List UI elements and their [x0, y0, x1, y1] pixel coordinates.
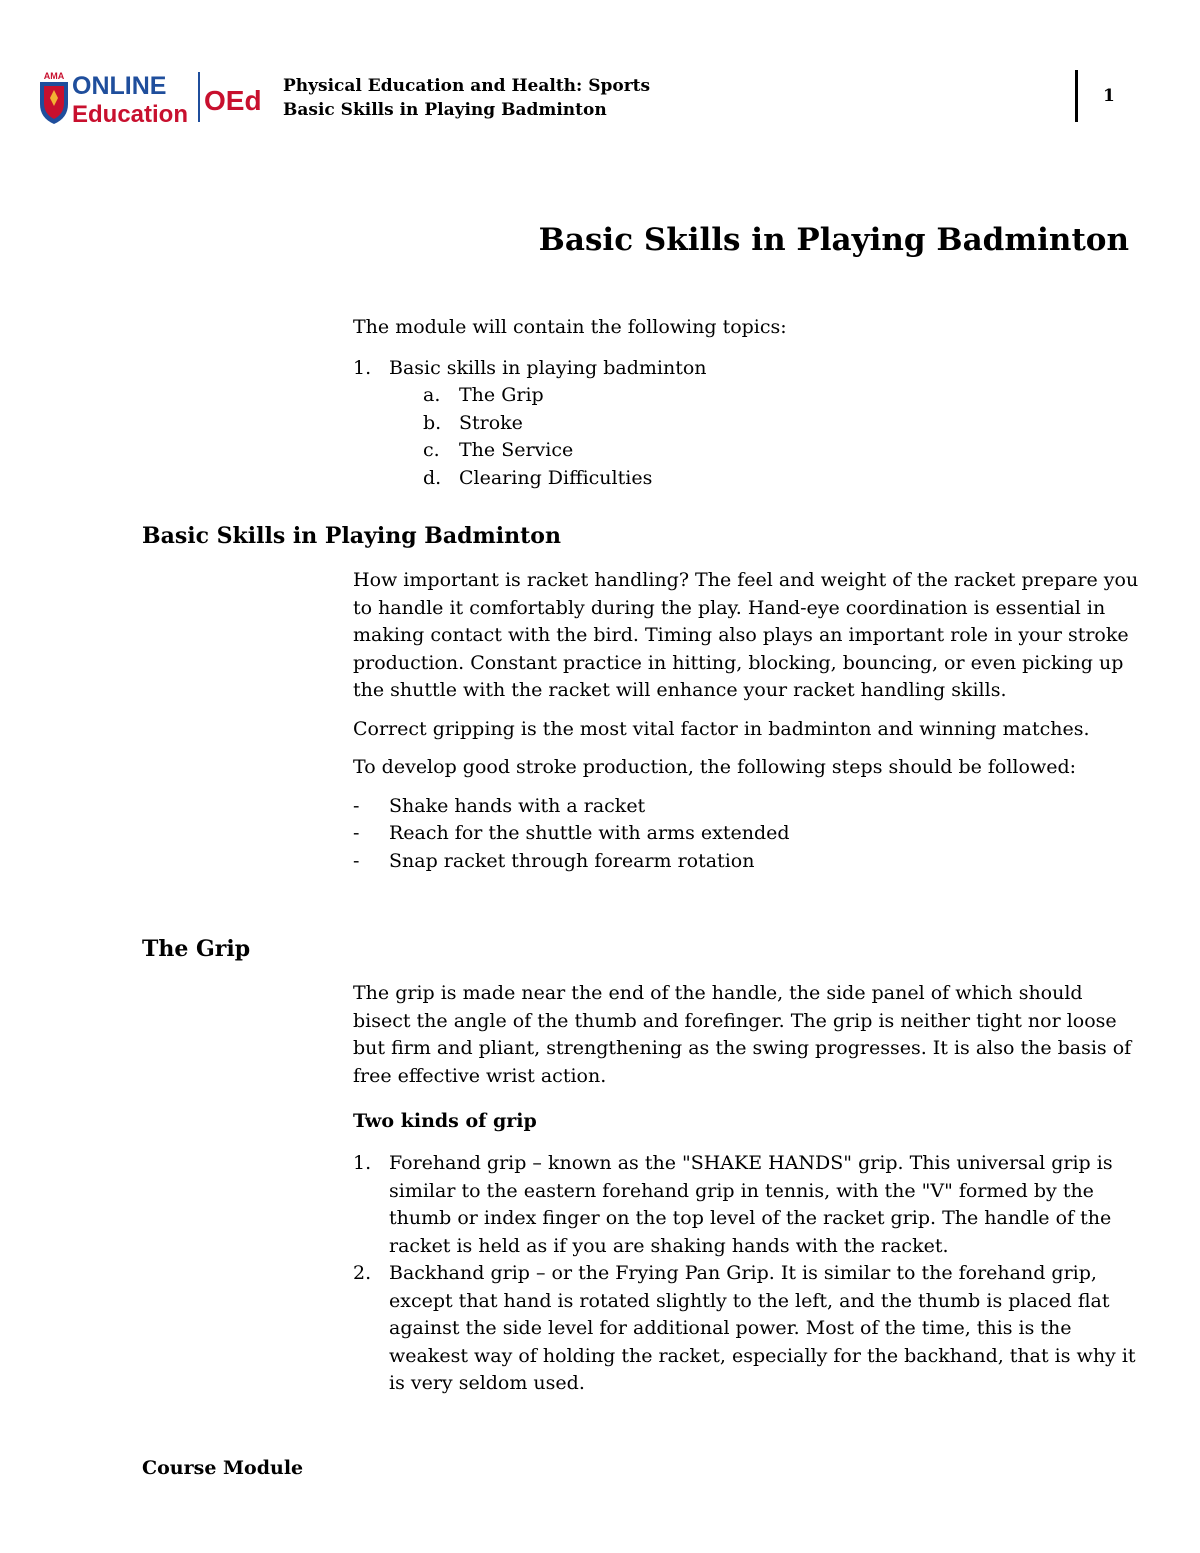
- subtopic-label: Stroke: [459, 411, 523, 434]
- crest-icon: [40, 71, 68, 124]
- list-item: [353, 355, 1143, 383]
- logo-graphic: [38, 70, 270, 126]
- list-item: [353, 848, 1143, 876]
- step-label: Shake hands with a racket: [389, 794, 646, 817]
- paragraph: The grip is made near the end of the handle, the side panel of which should bisect the angle of the thumb and forefinger. The grip is neither tight nor loose but firm and pliant, strengthening as the swing progresses. It is also the basis of free effective wrist action.: [353, 982, 1132, 1087]
- subheading-two-kinds-of-grip: Two kinds of grip: [353, 1110, 537, 1132]
- list-item: [353, 820, 1143, 848]
- grip-kinds-block: [353, 1150, 1143, 1398]
- list-item: [353, 1260, 1143, 1398]
- grip-kinds-list: [353, 1150, 1143, 1398]
- list-marker: 1.: [353, 356, 372, 379]
- subtopic-label: The Service: [459, 439, 574, 461]
- list-item: [423, 410, 1143, 438]
- section-heading-basic-skills: Basic Skills in Playing Badminton: [142, 523, 561, 549]
- intro-block: [353, 314, 1143, 492]
- list-item: [423, 437, 1143, 465]
- svg-text:AMA: AMA: [43, 71, 65, 81]
- topic-label: Basic skills in playing badminton: [389, 356, 707, 379]
- list-marker: b.: [423, 411, 442, 434]
- logo-brand-line2: Education: [72, 101, 189, 126]
- grip-kind-text: Backhand grip – or the Frying Pan Grip. It is similar to the forehand grip, except that hand is rotated slightly to the left, and the thumb is placed flat against the side level for additional power. Most of the time, this is the weakest way of holding the racket, especially for the backhand, that is why it is very seldom used.: [389, 1262, 1136, 1394]
- running-header: [283, 74, 650, 122]
- online-education-logo: [38, 70, 270, 126]
- course-title: Physical Education and Health: Sports: [283, 76, 651, 96]
- intro-lead: The module will contain the following topics:: [353, 316, 787, 338]
- topic-list: [353, 355, 1143, 383]
- paragraph: To develop good stroke production, the following steps should be followed:: [353, 756, 1077, 778]
- subtopic-label: Clearing Difficulties: [459, 466, 653, 489]
- list-item: [423, 465, 1143, 493]
- list-marker: 2.: [353, 1262, 372, 1284]
- list-item: [353, 793, 1143, 821]
- list-marker: 1.: [353, 1152, 372, 1174]
- list-item: [353, 1150, 1143, 1260]
- list-marker: d.: [423, 466, 442, 489]
- step-label: Snap racket through forearm rotation: [389, 849, 755, 872]
- list-item: [423, 382, 1143, 410]
- page-title: Basic Skills in Playing Badminton: [538, 222, 1129, 258]
- subtopic-label: The Grip: [459, 384, 544, 406]
- logo-brand-short: OEd: [204, 85, 262, 116]
- logo-brand-line1: ONLINE: [72, 72, 167, 100]
- list-marker: -: [353, 822, 360, 844]
- list-marker: c.: [423, 439, 440, 461]
- grip-kind-text: Forehand grip – known as the "SHAKE HANDS" grip. This universal grip is similar to the eastern forehand grip in tennis, with the "V" formed by the thumb or index finger on the top level of the racket grip. The handle of the racket is held as if you are shaking hands with the racket.: [389, 1152, 1113, 1257]
- course-subtitle: Basic Skills in Playing Badminton: [283, 100, 607, 120]
- list-marker: -: [353, 849, 360, 872]
- grip-paragraph-block: [353, 980, 1143, 1090]
- steps-list: [353, 793, 1143, 876]
- basic-skills-body: [353, 567, 1143, 875]
- page-number: 1: [1103, 86, 1115, 106]
- header-divider: [1075, 70, 1078, 122]
- subtopic-list: [353, 382, 1143, 492]
- paragraph: Correct gripping is the most vital factor in badminton and winning matches.: [353, 717, 1090, 740]
- section-heading-the-grip: The Grip: [142, 936, 251, 962]
- paragraph: How important is racket handling? The feel and weight of the racket prepare you to handle it comfortably during the play. Hand-eye coordination is essential in making contact with the bird. Timing also plays an important role in your stroke production. Constant practice in hitting, blocking, bouncing, or even picking up the shuttle with the racket will enhance your racket handling skills.: [353, 569, 1139, 701]
- step-label: Reach for the shuttle with arms extended: [389, 822, 790, 844]
- list-marker: -: [353, 794, 360, 817]
- list-marker: a.: [423, 384, 441, 406]
- footer-label: Course Module: [142, 1457, 304, 1479]
